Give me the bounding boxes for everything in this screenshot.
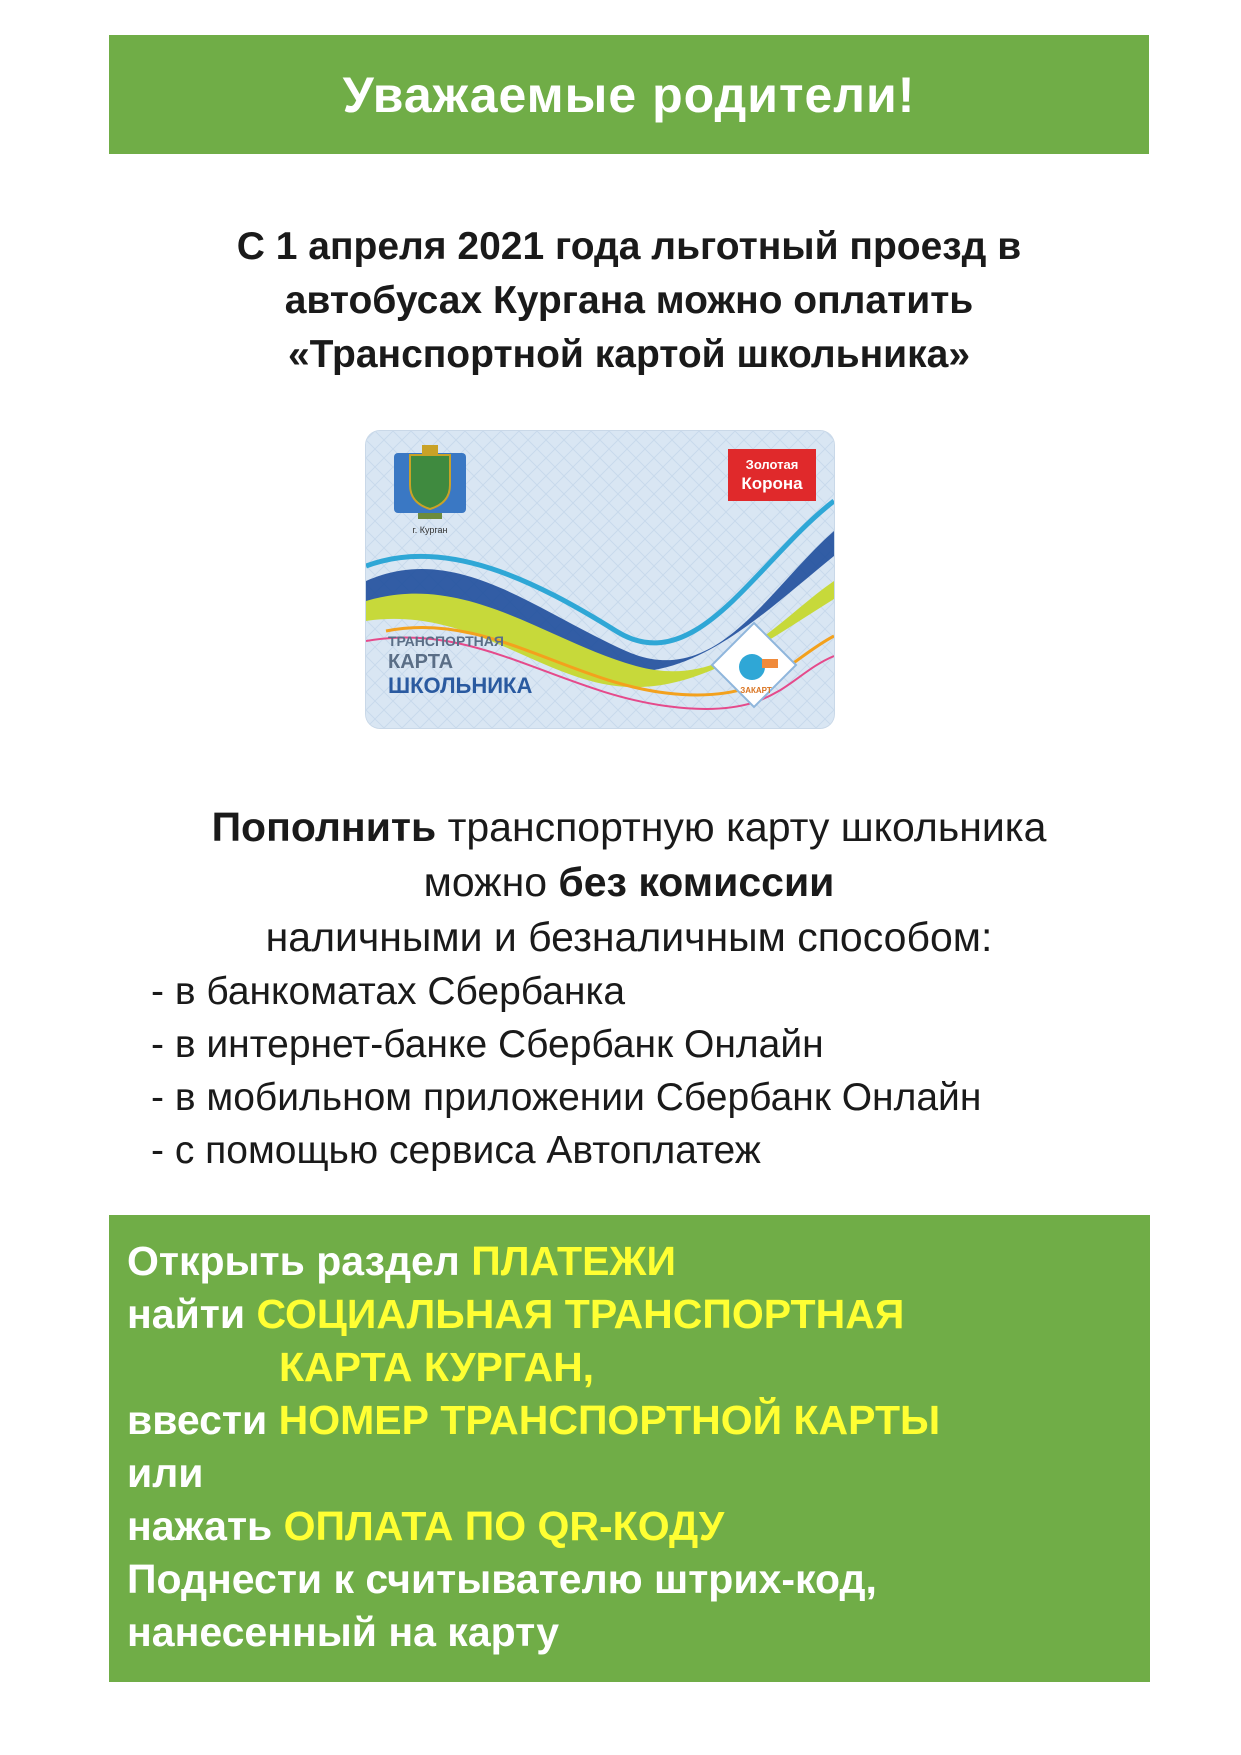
topup-methods-list (109, 965, 1149, 1177)
topup-line2 (109, 855, 1149, 910)
topup-section (109, 800, 1149, 1177)
header-banner (109, 35, 1149, 154)
topup-no-fee: без комиссии (558, 859, 835, 905)
brand-top-text: Золотая (745, 457, 799, 472)
step-scan: Поднести к считывателю штрих-код, (127, 1556, 877, 1602)
brand-bottom-text: Корона (741, 474, 803, 493)
step-find (127, 1288, 1150, 1341)
coat-of-arms-icon (394, 445, 466, 519)
topup-line3: наличными и безналичным способом: (265, 914, 993, 960)
list-item: - в банкоматах Сбербанка (151, 970, 626, 1013)
card-city-label: г. Курган (412, 525, 448, 535)
card-artwork (366, 431, 834, 728)
step-qr (127, 1500, 1150, 1553)
list-item: - в мобильном приложении Сбербанк Онлайн (151, 1076, 982, 1119)
card-title-line3: ШКОЛЬНИКА (388, 673, 533, 698)
step-highlight: ОПЛАТА ПО QR-КОДУ (283, 1503, 725, 1549)
step-text: найти (127, 1291, 257, 1337)
intro-line: С 1 апреля 2021 года льготный проезд в (236, 225, 1022, 268)
intro-line: автобусах Кургана можно оплатить (284, 279, 974, 322)
instructions-box (109, 1215, 1150, 1682)
card-title-line1: ТРАНСПОРТНАЯ (388, 633, 504, 649)
step-scan-cont: нанесенный на карту (127, 1609, 560, 1655)
card-title-line2: КАРТА (388, 651, 454, 673)
intro-text (109, 220, 1149, 382)
list-item: - с помощью сервиса Автоплатеж (151, 1129, 761, 1172)
topup-bold-verb: Пополнить (211, 804, 437, 850)
topup-line1-rest: транспортную карту школьника (436, 804, 1047, 850)
step-or: или (127, 1450, 204, 1496)
step-text: Открыть раздел (127, 1238, 472, 1284)
step-text: ввести (127, 1397, 279, 1443)
topup-line2-prefix: можно (423, 859, 559, 905)
step-find-cont (127, 1341, 1150, 1394)
operator-text: ЗАКАРТ (740, 686, 772, 695)
intro-line: «Транспортной картой школьника» (287, 333, 971, 376)
topup-line1 (109, 800, 1149, 855)
list-item: - в интернет-банке Сбербанк Онлайн (151, 1023, 824, 1066)
step-open-section (127, 1235, 1150, 1288)
step-highlight: КАРТА КУРГАН, (279, 1344, 595, 1390)
banner-title: Уважаемые родители! (342, 66, 916, 123)
step-highlight: ПЛАТЕЖИ (471, 1238, 676, 1284)
step-highlight: НОМЕР ТРАНСПОРТНОЙ КАРТЫ (278, 1397, 941, 1443)
step-enter-number (127, 1394, 1150, 1447)
step-highlight: СОЦИАЛЬНАЯ ТРАНСПОРТНАЯ (256, 1291, 905, 1337)
transport-card-image (366, 431, 834, 728)
step-text: нажать (127, 1503, 284, 1549)
